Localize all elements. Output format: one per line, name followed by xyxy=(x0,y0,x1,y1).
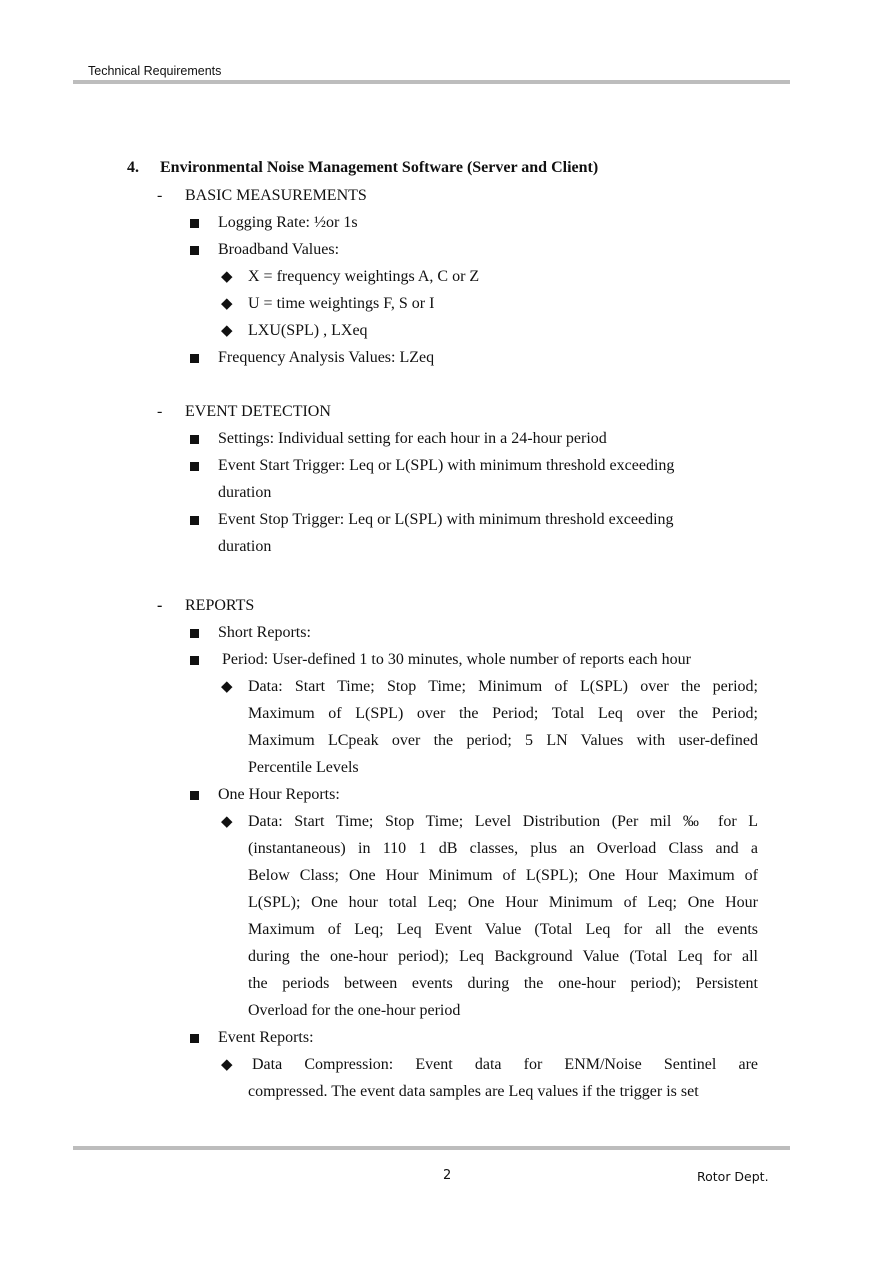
hour-data-line: during the one-hour period); Leq Background Value (Total Leq for all xyxy=(248,948,758,965)
square-bullet xyxy=(190,354,199,363)
square-bullet xyxy=(190,791,199,800)
hour-data-line: (instantaneous) in 110 1 dB classes, plus an Overload Class and a xyxy=(248,840,758,857)
hour-data-line: Overload for the one-hour period xyxy=(248,1002,461,1019)
event-start-trigger: Event Start Trigger: Leq or L(SPL) with minimum threshold exceeding xyxy=(218,457,675,474)
square-bullet xyxy=(190,462,199,471)
dash-marker: - xyxy=(157,597,163,614)
hour-data-line: L(SPL); One hour total Leq; One Hour Minimum of Leq; One Hour xyxy=(248,894,758,911)
hour-data-line: Below Class; One Hour Minimum of L(SPL); One Hour Maximum of xyxy=(248,867,758,884)
hour-data-line: the periods between events during the one-hour period); Persistent xyxy=(248,975,758,992)
square-bullet xyxy=(190,516,199,525)
diamond-bullet: ◆ xyxy=(221,296,233,312)
event-stop-trigger-cont: duration xyxy=(218,538,272,555)
event-settings: Settings: Individual setting for each hour in a 24-hour period xyxy=(218,430,607,447)
one-hour-reports: One Hour Reports: xyxy=(218,786,340,803)
footer-department: Rotor Dept. xyxy=(697,1169,769,1184)
basic-heading: BASIC MEASUREMENTS xyxy=(185,187,367,204)
header-rule xyxy=(73,80,790,84)
square-bullet xyxy=(190,1034,199,1043)
broadband-values: Broadband Values: xyxy=(218,241,340,258)
event-reports: Event Reports: xyxy=(218,1029,314,1046)
logging-rate: Logging Rate: ½or 1s xyxy=(218,214,358,231)
diamond-bullet: ◆ xyxy=(221,1057,233,1073)
reports-heading: REPORTS xyxy=(185,597,255,614)
broadband-item: X = frequency weightings A, C or Z xyxy=(248,268,480,285)
short-data-line: Maximum of L(SPL) over the Period; Total Leq over the Period; xyxy=(248,705,758,722)
diamond-bullet: ◆ xyxy=(221,814,233,830)
report-period: Period: User-defined 1 to 30 minutes, whole number of reports each hour xyxy=(222,651,691,668)
square-bullet xyxy=(190,246,199,255)
broadband-item: LXU(SPL) , LXeq xyxy=(248,322,368,339)
event-heading: EVENT DETECTION xyxy=(185,403,331,420)
event-stop-trigger: Event Stop Trigger: Leq or L(SPL) with minimum threshold exceeding xyxy=(218,511,674,528)
square-bullet xyxy=(190,629,199,638)
broadband-item: U = time weightings F, S or I xyxy=(248,295,435,312)
dash-marker: - xyxy=(157,187,163,204)
short-data-line: Maximum LCpeak over the period; 5 LN Values with user-defined xyxy=(248,732,758,749)
short-data-line: Percentile Levels xyxy=(248,759,359,776)
short-data-line: Data: Start Time; Stop Time; Minimum of L(SPL) over the period; xyxy=(248,678,758,695)
diamond-bullet: ◆ xyxy=(221,269,233,285)
dash-marker: - xyxy=(157,403,163,420)
diamond-bullet: ◆ xyxy=(221,679,233,695)
square-bullet xyxy=(190,435,199,444)
section-title: Environmental Noise Management Software (Server and Client) xyxy=(160,159,599,176)
header-title: Technical Requirements xyxy=(88,64,222,78)
page-number: 2 xyxy=(443,1168,452,1183)
square-bullet xyxy=(190,219,199,228)
hour-data-line: Maximum of Leq; Leq Event Value (Total Leq for all the events xyxy=(248,921,758,938)
diamond-bullet: ◆ xyxy=(221,323,233,339)
event-start-trigger-cont: duration xyxy=(218,484,272,501)
square-bullet xyxy=(190,656,199,665)
footer-rule xyxy=(73,1146,790,1150)
event-data-line: Data Compression: Event data for ENM/Noise Sentinel are xyxy=(252,1056,758,1073)
event-data-line: compressed. The event data samples are Leq values if the trigger is set xyxy=(248,1083,699,1100)
short-reports: Short Reports: xyxy=(218,624,311,641)
hour-data-line: Data: Start Time; Stop Time; Level Distribution (Per mil ‰ for L xyxy=(248,813,758,830)
frequency-analysis: Frequency Analysis Values: LZeq xyxy=(218,349,435,366)
section-number: 4. xyxy=(127,159,139,176)
